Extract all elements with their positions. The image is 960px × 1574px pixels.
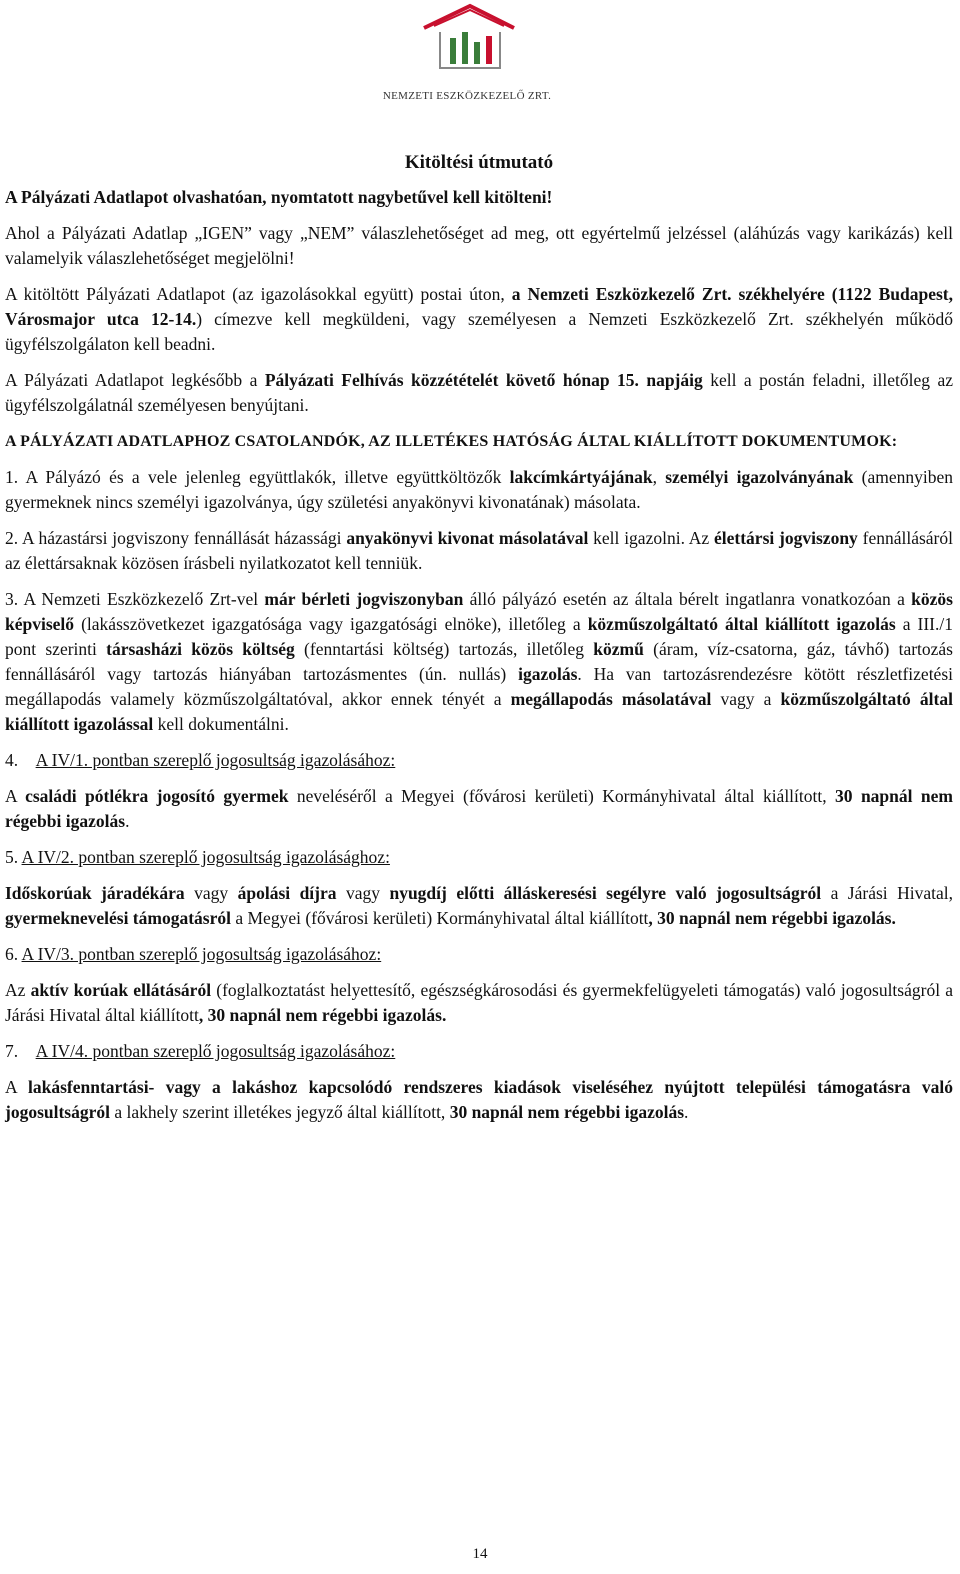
document-body <box>5 150 953 1136</box>
item-6-body: Az aktív korúak ellátásáról (foglalkoztatást helyettesítő, egészségkárosodási és gyermekfelügyeleti támogatás) való jogosultságról a Járási Hivatal által kiállított, 30 napnál nem régebbi igazolás. <box>5 980 953 1025</box>
item-1: 1. A Pályázó és a vele jelenleg együttlakók, illetve együttköltözők lakcímkártyájának, személyi igazolványának (amennyiben gyermeknek nincs személyi igazolványa, úgy születési anyakönyvi kivonatának) másolata. <box>5 467 953 512</box>
company-name: NEMZETI ESZKÖZKEZELŐ ZRT. <box>382 90 552 102</box>
page-number: 14 <box>472 1546 488 1562</box>
yes-no-instruction: Ahol a Pályázati Adatlap „IGEN” vagy „NEM” válaszlehetőséget ad meg, ott egyértelmű jelzéssel (aláhúzás vagy karikázás) kell valamelyik válaszlehetőséget megjelölni! <box>5 223 953 268</box>
deadline-instruction: A Pályázati Adatlapot legkésőbb a Pályázati Felhívás közzétételét követő hónap 15. napjáig kell a postán feladni, illetőleg az ügyfélszolgálatnál személyesen benyújtani. <box>5 370 953 415</box>
item-5-heading: 5. A IV/2. pontban szereplő jogosultság igazolásághoz: <box>5 847 390 867</box>
item-4-body: A családi pótlékra jogosító gyermek neveléséről a Megyei (fővárosi kerületi) Kormányhivatal által kiállított, 30 napnál nem régebbi igazolás. <box>5 786 953 831</box>
item-6-heading: 6. A IV/3. pontban szereplő jogosultság igazolásához: <box>5 944 382 964</box>
item-7-heading: 7. A IV/4. pontban szereplő jogosultság igazolásához: <box>5 1041 396 1061</box>
company-logo-graphic <box>372 0 562 92</box>
intro-instruction: A Pályázati Adatlapot olvashatóan, nyomtatott nagybetűvel kell kitölteni! <box>5 187 553 207</box>
item-5-body: Időskorúak járadékára vagy ápolási díjra vagy nyugdíj előtti álláskeresési segélyre való jogosultságról a Járási Hivatal, gyermeknevelési támogatásról a Megyei (fővárosi kerületi) Kormányhivatal által kiállított, 30 napnál nem régebbi igazolás. <box>5 883 953 928</box>
mailing-instruction: A kitöltött Pályázati Adatlapot (az igazolásokkal együtt) postai úton, a Nemzeti Eszközkezelő Zrt. székhelyére (1122 Budapest, Városmajor utca 12-14.) címezve kell megküldeni, vagy személyesen a Nemzeti Eszközkezelő Zrt. székhelyén működő ügyfélszolgálaton kell beadni. <box>5 284 954 354</box>
item-3: 3. A Nemzeti Eszközkezelő Zrt-vel már bérleti jogviszonyban álló pályázó esetén az általa bérelt ingatlanra vonatkozóan a közös képviselő (lakásszövetkezet igazgatósága vagy igazgatósági elnöke), illetőleg a közműszolgáltató által kiállított igazolás a III./1 pont szerinti társasházi közös költség (fenntartási költség) tartozás, illetőleg közmű (áram, víz-csatorna, gáz, távhő) tartozás fennállásáról vagy tartozás hiányában tartozásmentes (ún. nullás) igazolás. Ha van tartozásrendezésre kötött részletfizetési megállapodás valamely közműszolgáltatóval, akkor ennek tényét a megállapodás másolatával vagy a közműszolgáltató által kiállított igazolással kell dokumentálni. <box>5 589 953 734</box>
item-2: 2. A házastársi jogviszony fennállását házassági anyakönyvi kivonat másolatával kell igazolni. Az élettársi jogviszony fennállásáról az élettársaknak közösen írásbeli nyilatkozatot kell tenniük. <box>5 528 953 573</box>
company-logo <box>372 0 562 110</box>
attachments-heading: A PÁLYÁZATI ADATLAPHOZ CSATOLANDÓK, AZ ILLETÉKES HATÓSÁG ÁLTAL KIÁLLÍTOTT DOKUMENTUMOK: <box>5 433 898 450</box>
page-title: Kitöltési útmutató <box>404 152 554 173</box>
item-4-heading: 4. A IV/1. pontban szereplő jogosultság igazolásához: <box>5 750 396 770</box>
item-7-body: A lakásfenntartási- vagy a lakáshoz kapcsolódó rendszeres kiadások viseléséhez nyújtott települési támogatásra való jogosultságról a lakhely szerint illetékes jegyző által kiállított, 30 napnál nem régebbi igazolás. <box>5 1077 953 1122</box>
